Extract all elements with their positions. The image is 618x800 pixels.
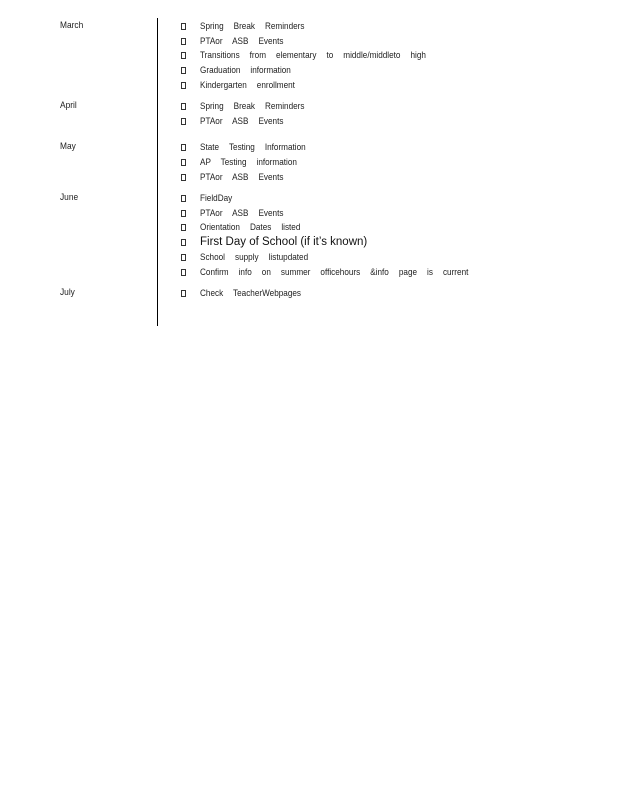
checkbox-icon bbox=[181, 103, 186, 110]
checkbox-icon bbox=[181, 144, 186, 151]
checklist-item-text: Orientation Dates listed bbox=[200, 222, 301, 233]
checklist-item-text: Spring Break Reminders bbox=[200, 21, 305, 32]
checklist-item-text: State Testing Information bbox=[200, 142, 306, 153]
month-label-april: April bbox=[60, 100, 77, 111]
month-label-march: March bbox=[60, 20, 84, 31]
checkbox-icon bbox=[181, 38, 186, 45]
month-label-may: May bbox=[60, 141, 76, 152]
checklist-item-text: PTAor ASB Events bbox=[200, 36, 284, 47]
checkbox-icon bbox=[181, 254, 186, 261]
checklist-item-text: Check TeacherWebpages bbox=[200, 288, 302, 299]
month-label-june: June bbox=[60, 192, 79, 203]
checklist-item-text: AP Testing information bbox=[200, 157, 297, 168]
checklist-item-text: Transitions from elementary to middle/middleto high bbox=[200, 50, 426, 61]
checklist-item-text: Spring Break Reminders bbox=[200, 101, 305, 112]
checkbox-icon bbox=[181, 174, 186, 181]
checkbox-icon bbox=[181, 290, 186, 297]
checkbox-icon bbox=[181, 210, 186, 217]
checkbox-icon bbox=[181, 52, 186, 59]
checklist-item-text: PTAor ASB Events bbox=[200, 172, 284, 183]
checkbox-icon bbox=[181, 23, 186, 30]
checkbox-icon bbox=[181, 239, 186, 246]
checklist-item-text: Confirm info on summer officehours &info page is current bbox=[200, 267, 469, 278]
checklist-item-text: School supply listupdated bbox=[200, 252, 309, 263]
checklist-item-text: PTAor ASB Events bbox=[200, 208, 284, 219]
checklist-item-text: FieldDay bbox=[200, 193, 233, 204]
checkbox-icon bbox=[181, 118, 186, 125]
month-column-divider bbox=[157, 18, 158, 326]
checklist-item-text: First Day of School (if it’s known) bbox=[200, 236, 368, 248]
checklist-item-text: Kindergarten enrollment bbox=[200, 80, 295, 91]
checklist-item-text: Graduation information bbox=[200, 65, 291, 76]
checkbox-icon bbox=[181, 269, 186, 276]
checkbox-icon bbox=[181, 224, 186, 231]
month-label-july: July bbox=[60, 287, 75, 298]
checkbox-icon bbox=[181, 82, 186, 89]
checkbox-icon bbox=[181, 67, 186, 74]
checklist-item-text: PTAor ASB Events bbox=[200, 116, 284, 127]
checkbox-icon bbox=[181, 195, 186, 202]
checkbox-icon bbox=[181, 159, 186, 166]
